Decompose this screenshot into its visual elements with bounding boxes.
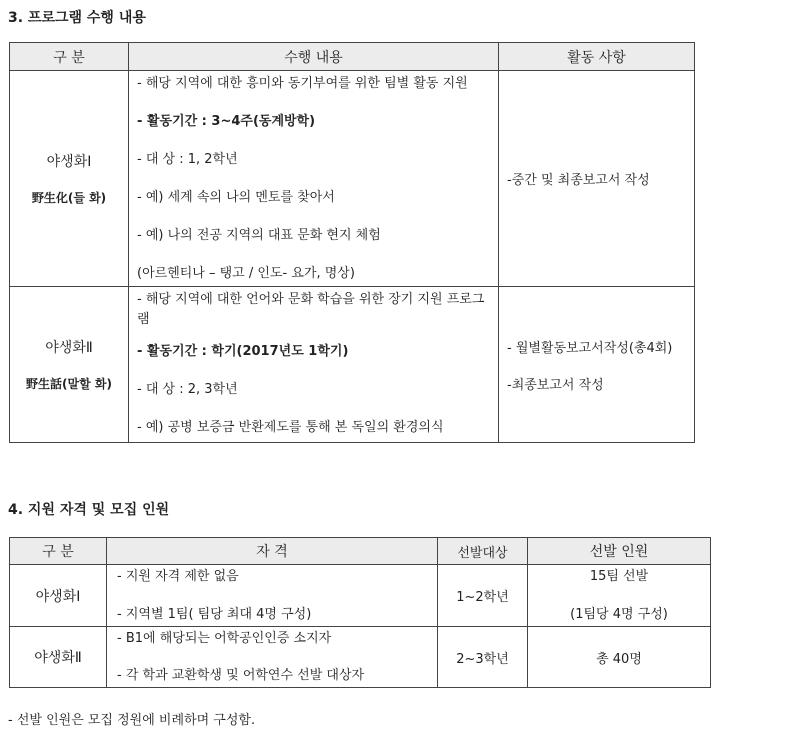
header-activity: 활동 사항 <box>499 43 695 71</box>
target-cell <box>438 627 528 688</box>
row-label-cell <box>10 565 107 627</box>
program-subtitle: 野生化(들 화) <box>31 191 107 205</box>
qualification-cell <box>107 565 438 627</box>
target-value: 2~3학년 <box>456 651 509 667</box>
count-line: 총 40명 <box>596 651 642 667</box>
content-cell <box>129 287 499 443</box>
section4-title: 4. 지원 자격 및 모집 인원 <box>8 502 170 518</box>
content-line: - 예) 나의 전공 지역의 대표 문화 현지 체험 <box>137 228 381 243</box>
program-name: 야생화Ⅰ <box>35 588 81 605</box>
target-cell <box>438 565 528 627</box>
table-row <box>10 287 695 443</box>
header-target: 선발대상 <box>438 538 528 565</box>
program-name: 야생화Ⅱ <box>45 340 93 356</box>
footnote: - 선발 인원은 모집 정원에 비례하며 구성함. <box>8 713 256 728</box>
content-line: (아르헨티나 – 탱고 / 인도- 요가, 명상) <box>137 266 355 281</box>
content-line: - 대 상 : 2, 3학년 <box>137 382 238 397</box>
program-table <box>9 42 695 443</box>
section3-title: 3. 프로그램 수행 내용 <box>8 10 146 26</box>
qualification-line: - 지원 자격 제한 없음 <box>117 569 239 584</box>
content-line: - 예) 세계 속의 나의 멘토를 찾아서 <box>137 190 335 205</box>
activity-cell <box>499 71 695 287</box>
count-line: (1팀당 4명 구성) <box>570 607 668 622</box>
header-content: 수행 내용 <box>129 43 499 71</box>
program-name: 야생화Ⅱ <box>34 650 82 666</box>
row-label-cell <box>10 287 129 443</box>
header-qualification: 자 격 <box>107 538 438 565</box>
header-category: 구 분 <box>10 538 107 565</box>
row-label-cell <box>10 627 107 688</box>
activity-line: -최종보고서 작성 <box>507 377 604 393</box>
count-cell <box>528 627 711 688</box>
qualification-line: - B1에 해당되는 어학공인인증 소지자 <box>117 631 332 646</box>
recruitment-table <box>9 537 711 688</box>
program-subtitle: 野生話(말할 화) <box>26 377 112 391</box>
content-line: - 해당 지역에 대한 흥미와 동기부여를 위한 팀별 활동 지원 <box>137 76 468 91</box>
qualification-line: - 지역별 1팀( 팀당 최대 4명 구성) <box>117 607 312 622</box>
program-name: 야생화Ⅰ <box>46 154 92 170</box>
content-line: - 활동기간 : 학기(2017년도 1학기) <box>137 344 349 359</box>
table-row <box>10 565 711 627</box>
table-row <box>10 71 695 287</box>
header-count: 선발 인원 <box>528 538 711 565</box>
content-cell <box>129 71 499 287</box>
content-line: - 활동기간 : 3~4주(동계방학) <box>137 114 316 129</box>
activity-line: - 월별활동보고서작성(총4회) <box>507 340 673 356</box>
qualification-cell <box>107 627 438 688</box>
target-value: 1~2학년 <box>456 590 509 605</box>
count-cell <box>528 565 711 627</box>
header-category: 구 분 <box>10 43 129 71</box>
activity-line: -중간 및 최종보고서 작성 <box>507 173 650 188</box>
qualification-line: - 각 학과 교환학생 및 어학연수 선발 대상자 <box>117 668 365 683</box>
count-line: 15팀 선발 <box>589 569 649 584</box>
content-line: - 예) 공병 보증금 반환제도를 통해 본 독일의 환경의식 <box>137 420 444 435</box>
content-line: - 대 상 : 1, 2학년 <box>137 152 238 167</box>
content-line: - 해당 지역에 대한 언어와 문화 학습을 위한 장기 지원 프로그램 <box>137 292 485 327</box>
table-row <box>10 627 711 688</box>
activity-cell <box>499 287 695 443</box>
row-label-cell <box>10 71 129 287</box>
